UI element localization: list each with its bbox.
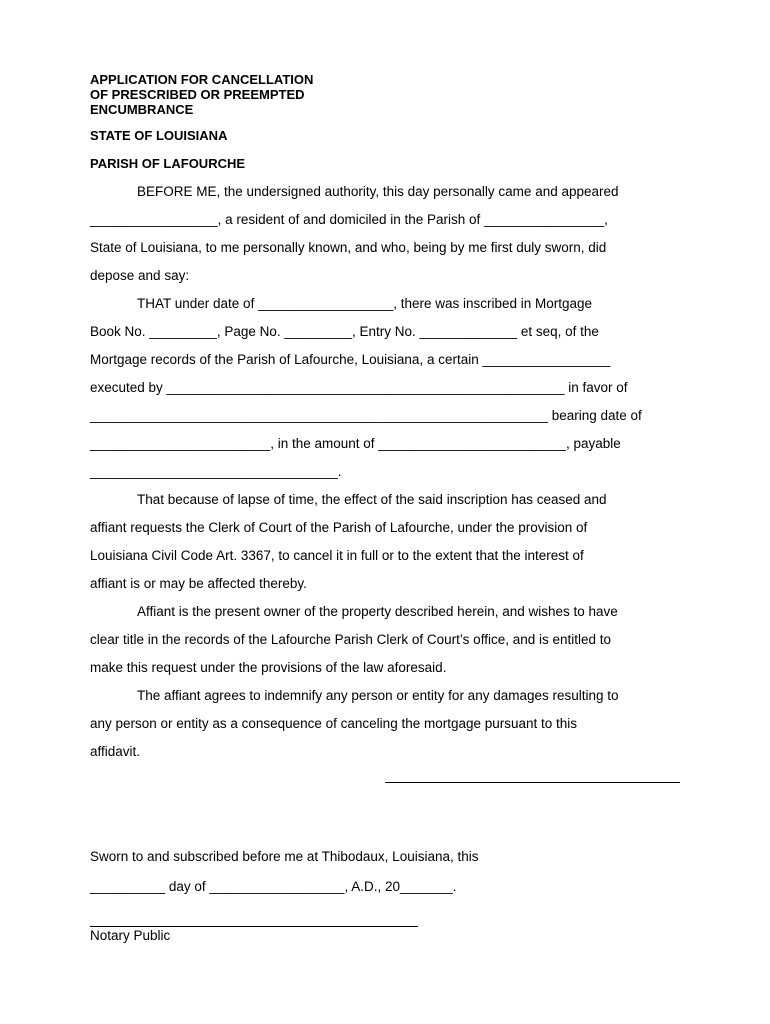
body-line: _________________, a resident of and domiciled in the Parish of ________________, [90,212,608,227]
body-line: ________________________, in the amount of _________________________, payable [90,436,621,451]
affiant-signature-line [385,782,680,783]
body-line: Affiant is the present owner of the property described herein, and wishes to have [137,604,618,619]
body-line: affiant is or may be affected thereby. [90,576,307,591]
body-line: clear title in the records of the Lafourche Parish Clerk of Court’s office, and is entitled to [90,632,612,647]
sworn-line: Sworn to and subscribed before me at Thibodaux, Louisiana, this [90,849,479,864]
body-line: That because of lapse of time, the effect of the said inscription has ceased and [137,492,607,507]
body-line: THAT under date of __________________, there was inscribed in Mortgage [137,296,593,311]
body-line: _____________________________________________________________ bearing date of [90,408,642,423]
title-line-1: APPLICATION FOR CANCELLATION [90,72,314,87]
affidavit-body [90,178,675,766]
notary-signature-line [90,926,418,927]
title-line-2: OF PRESCRIBED OR PREEMPTED [90,87,305,102]
sworn-date-line: __________ day of __________________, A.D., 20_______. [90,879,457,894]
state-line: STATE OF LOUISIANA [90,128,228,143]
body-line: State of Louisiana, to me personally known, and who, being by me first duly sworn, did [90,240,607,255]
body-line: Louisiana Civil Code Art. 3367, to cancel it in full or to the extent that the interest of [90,548,584,563]
body-line: affiant requests the Clerk of Court of the Parish of Lafourche, under the provision of [90,520,588,535]
body-line: Mortgage records of the Parish of Lafourche, Louisiana, a certain _________________ [90,352,611,367]
sworn-statement [90,842,690,902]
body-line: executed by _____________________________________________________ in favor of [90,380,628,395]
body-line: The affiant agrees to indemnify any person or entity for any damages resulting to [137,688,619,703]
body-line: BEFORE ME, the undersigned authority, this day personally came and appeared [137,184,619,199]
body-line: affidavit. [90,744,141,759]
notary-public-label: Notary Public [90,928,171,943]
title-line-3: ENCUMBRANCE [90,102,194,117]
body-line: Book No. _________, Page No. _________, Entry No. _____________ et seq, of the [90,324,599,339]
body-line: make this request under the provisions of the law aforesaid. [90,660,447,675]
parish-line: PARISH OF LAFOURCHE [90,156,246,171]
body-line: depose and say: [90,268,190,283]
body-line: _________________________________. [90,464,342,479]
document-title [90,72,313,117]
body-line: any person or entity as a consequence of canceling the mortgage pursuant to this [90,716,578,731]
